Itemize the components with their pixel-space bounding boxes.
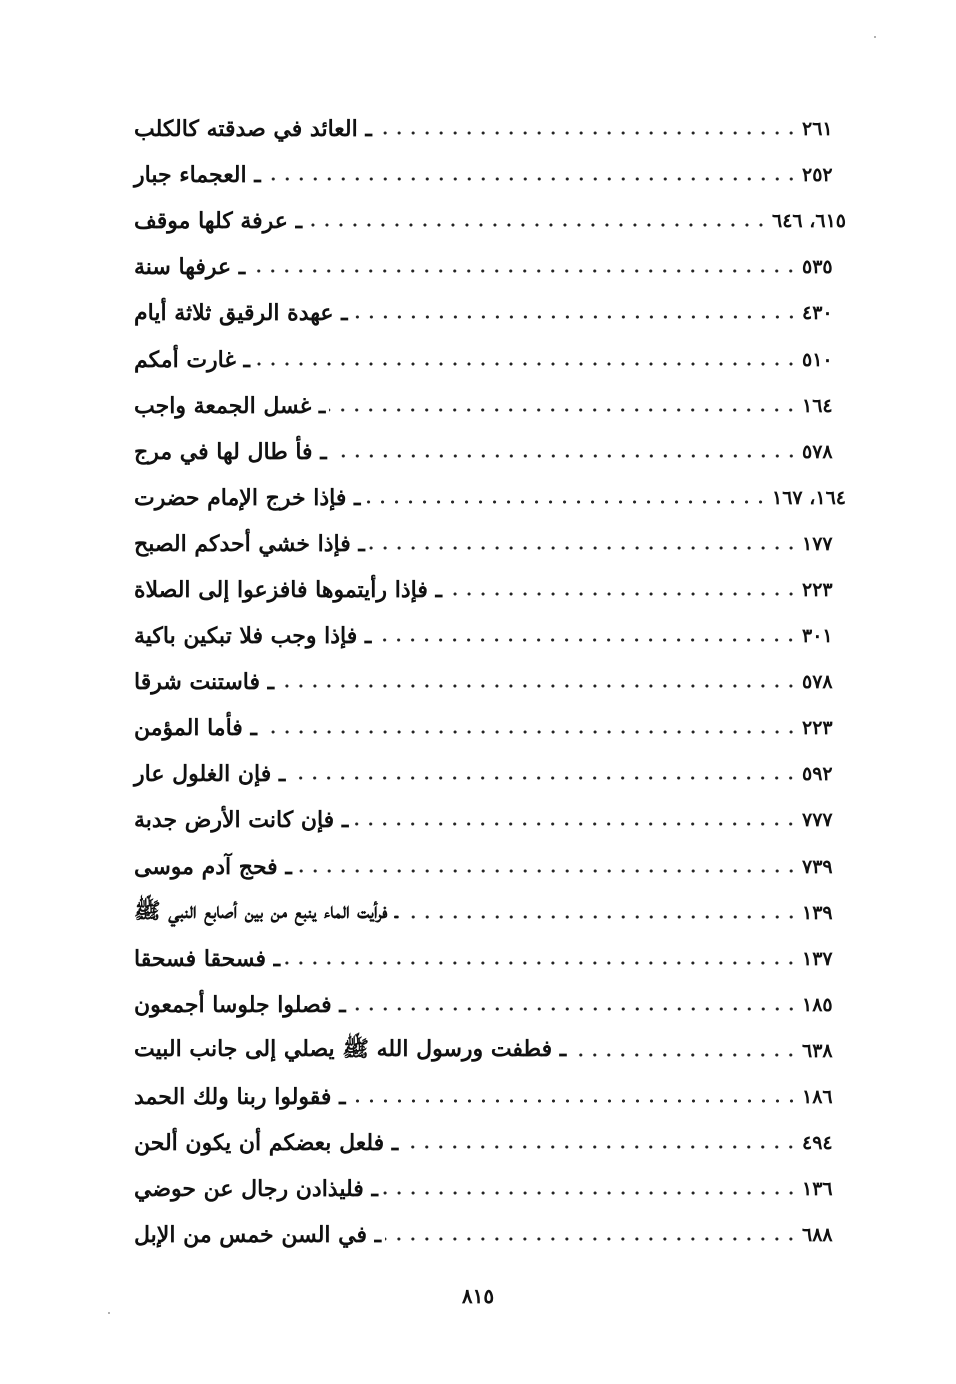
entry-page-refs: ٢٢٣: [802, 717, 833, 740]
dot-leader: [278, 684, 798, 688]
entry-page-refs: ١٣٦: [802, 1178, 833, 1201]
entry-text: ـ فإذا خرج الإمام حضرت: [134, 484, 361, 511]
entry-page-refs: ٥٩٢: [802, 763, 833, 786]
entry-page-refs: ٢٥٢: [802, 164, 833, 187]
dot-leader: [402, 915, 798, 919]
index-entry: [128, 336, 846, 382]
index-entry: [128, 1028, 846, 1074]
index-entry: [128, 613, 846, 659]
entry-page-refs: ١٦٤: [802, 394, 833, 417]
index-entry: [128, 290, 846, 336]
entry-page-refs: ١٣٧: [802, 947, 833, 970]
index-entry: [128, 429, 846, 475]
entry-text: ـ فلعل بعضكم أن يكون ألحن: [134, 1130, 399, 1157]
entry-text: ـ فرأيت الماء ينبع من بين أصابع النبي ﷺ: [134, 897, 398, 924]
index-entry: [128, 797, 846, 843]
dot-leader: [369, 546, 798, 550]
dot-leader: [261, 730, 798, 734]
dot-leader: [289, 776, 798, 780]
index-entry: [128, 244, 846, 290]
index-entry: [128, 705, 846, 751]
dot-leader: [254, 362, 798, 366]
dot-leader: [376, 131, 798, 135]
index-entry: [128, 936, 846, 982]
index-entry: [128, 383, 846, 429]
entry-page-refs: ٣٠١: [802, 625, 833, 648]
dot-leader: [375, 638, 798, 642]
index-entry: [128, 1120, 846, 1166]
dot-leader: [296, 869, 798, 873]
entry-text: ـ فإذا خشي أحدكم الصبح: [134, 530, 365, 557]
entry-text: ـ فصلوا جلوسا أجمعون: [134, 991, 346, 1018]
entry-text: ـ فأ طال لها في مرج: [134, 438, 327, 465]
entry-text: ـ عهدة الرقيق ثلاثة أيام: [134, 300, 348, 327]
entry-text: ـ العائد في صدقته كالكلب: [134, 116, 372, 143]
entry-text: ـ فسحقا فسحقا: [134, 945, 281, 972]
index-entry: [128, 198, 846, 244]
dot-leader: [306, 223, 768, 227]
dot-leader: [364, 500, 768, 504]
dot-leader: [249, 269, 798, 273]
entry-text: ـ فإذا رأيتموها فافزعوا إلى الصلاة: [134, 576, 442, 603]
entry-page-refs: ٤٩٤: [802, 1132, 833, 1155]
entry-page-refs: ٦٣٨: [802, 1039, 833, 1062]
entry-text: ـ فليذادن رجال عن حوضي: [134, 1176, 378, 1203]
scan-speck: [108, 1312, 110, 1314]
scan-speck: [874, 36, 876, 38]
dot-leader: [382, 1191, 798, 1195]
dot-leader: [331, 454, 798, 458]
entry-text: ـ العجماء جبار: [134, 162, 261, 189]
entry-text: ـ غسل الجمعة واجب: [134, 392, 326, 419]
index-entry: [128, 1212, 846, 1258]
entry-text: ـ فحج آدم موسى: [134, 853, 292, 880]
dot-leader: [570, 1053, 798, 1057]
entry-page-refs: ١٧٧: [802, 532, 833, 555]
entry-page-refs: ٧٣٩: [802, 855, 833, 878]
entry-text: ـ فطفت ورسول الله ﷺ يصلي إلى جانب البيت: [134, 1035, 567, 1062]
dot-leader: [352, 315, 798, 319]
dot-leader: [350, 1007, 798, 1011]
entry-page-refs: ٥٣٥: [802, 256, 833, 279]
index-entry: [128, 567, 846, 613]
entry-page-refs: ٥٧٨: [802, 671, 833, 694]
index-entry: [128, 890, 846, 936]
entry-text: ـ فإذا وجب فلا تبكين باكية: [134, 623, 372, 650]
entry-page-refs: ٤٣٠: [802, 302, 833, 325]
entry-page-refs: ٢٦١: [802, 118, 833, 141]
entry-text: ـ في السن خمس من الإبل: [134, 1222, 382, 1249]
entry-page-refs: ١٦٤، ١٦٧: [772, 486, 846, 509]
index-entry: [128, 106, 846, 152]
entry-page-refs: ٥١٠: [802, 348, 833, 371]
entry-page-refs: ٦٨٨: [802, 1224, 833, 1247]
dot-leader: [385, 1237, 798, 1241]
entry-page-refs: ١٣٩: [802, 901, 833, 924]
entry-page-refs: ٢٢٣: [802, 578, 833, 601]
dot-leader: [352, 822, 798, 826]
index-entry-list: [128, 106, 846, 1258]
entry-page-refs: ٥٧٨: [802, 440, 833, 463]
dot-leader: [402, 1145, 798, 1149]
entry-text: ـ فإن كانت الأرض جدبة: [134, 807, 349, 834]
entry-text: ـ فأما المؤمن: [134, 715, 257, 742]
dot-leader: [446, 592, 798, 596]
entry-text: ـ غارت أمكم: [134, 346, 250, 373]
entry-text: ـ فإن الغلول عار: [134, 761, 286, 788]
entry-page-refs: ٧٧٧: [802, 809, 833, 832]
entry-page-refs: ٦١٥، ٦٤٦: [772, 210, 846, 233]
entry-page-refs: ١٨٦: [802, 1086, 833, 1109]
dot-leader: [329, 408, 798, 412]
dot-leader: [284, 961, 798, 965]
index-entry: [128, 659, 846, 705]
dot-leader: [350, 1099, 798, 1103]
index-entry: [128, 475, 846, 521]
page-number: ٨١٥: [461, 1284, 495, 1308]
index-entry: [128, 1074, 846, 1120]
entry-text: ـ فقولوا ربنا ولك الحمد: [134, 1084, 346, 1111]
index-entry: [128, 844, 846, 890]
entry-text: ـ عرفة كلها موقف: [134, 208, 303, 235]
dot-leader: [265, 177, 798, 181]
entry-text: ـ فاستنت شرقا: [134, 669, 275, 696]
entry-page-refs: ١٨٥: [802, 993, 833, 1016]
index-entry: [128, 1166, 846, 1212]
index-entry: [128, 152, 846, 198]
index-entry: [128, 982, 846, 1028]
entry-text: ـ عرفها سنة: [134, 254, 246, 281]
index-entry: [128, 751, 846, 797]
index-entry: [128, 521, 846, 567]
